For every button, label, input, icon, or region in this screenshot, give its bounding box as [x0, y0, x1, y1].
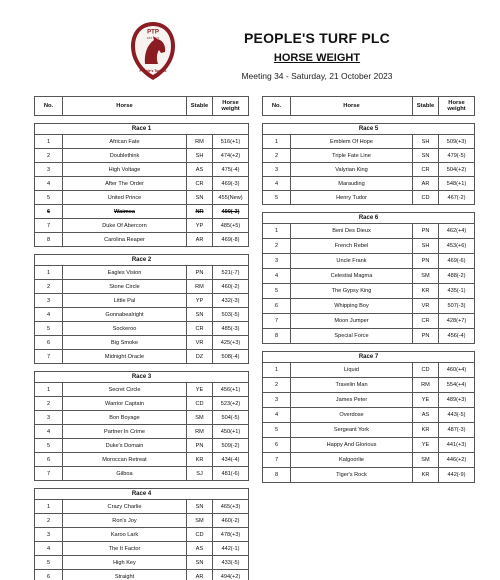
stable-code: YP [187, 219, 213, 233]
horse-weight: 453(+6) [439, 239, 475, 254]
runner-number: 5 [263, 191, 291, 205]
runner-number: 1 [263, 363, 291, 378]
stable-code: SN [413, 149, 439, 163]
runner-row [35, 425, 249, 439]
horse-name: Duke's Domain [63, 439, 187, 453]
horse-weight: 450(+1) [213, 425, 249, 439]
stable-code: CD [187, 528, 213, 542]
horse-name: Uncle Frank [291, 254, 413, 269]
horse-weight: 508(-4) [213, 350, 249, 364]
horse-name: Overdose [291, 408, 413, 423]
race-title: Race 5 [263, 124, 475, 135]
horse-weight: 462(+4) [439, 224, 475, 239]
runner-row [35, 336, 249, 350]
horse-name: Karoo Lark [63, 528, 187, 542]
runner-number: 2 [35, 280, 63, 294]
runner-number: 3 [263, 163, 291, 177]
runner-number: 2 [35, 514, 63, 528]
runner-row [35, 308, 249, 322]
stable-code: SN [187, 500, 213, 514]
horse-name: Liquid [291, 363, 413, 378]
runner-row [263, 408, 475, 423]
weights-table-left [34, 96, 249, 580]
stable-code: SH [187, 149, 213, 163]
horse-name: Waimea [63, 205, 187, 219]
runner-number: 5 [35, 556, 63, 570]
runner-row [35, 219, 249, 233]
horse-weight: 433(-5) [213, 556, 249, 570]
horse-name: Little Pal [63, 294, 187, 308]
runner-row [263, 269, 475, 284]
stable-code: CR [187, 322, 213, 336]
runner-row [35, 514, 249, 528]
runner-number: 1 [35, 500, 63, 514]
runner-number: 6 [35, 205, 63, 219]
section-gap [263, 344, 475, 352]
stable-code: AS [413, 408, 439, 423]
runner-number: 4 [263, 177, 291, 191]
stable-code: CD [413, 363, 439, 378]
stable-code: SJ [187, 467, 213, 481]
stable-code: RM [187, 425, 213, 439]
horse-name: Midnight Oracle [63, 350, 187, 364]
horse-weight: 465(+3) [213, 500, 249, 514]
horse-name: Moon Jumper [291, 314, 413, 329]
runner-row [35, 350, 249, 364]
stable-code: AS [187, 542, 213, 556]
svg-text:People's Turf plc: People's Turf plc [139, 69, 167, 73]
race-title: Race 7 [263, 352, 475, 363]
horse-weight: 509(-2) [213, 439, 249, 453]
runner-row [35, 397, 249, 411]
stable-code: YE [413, 438, 439, 453]
table-header-row [263, 97, 475, 116]
stable-code: CR [187, 177, 213, 191]
runner-row [263, 438, 475, 453]
stable-code: SM [187, 514, 213, 528]
stable-code: SN [187, 191, 213, 205]
stable-code: AR [187, 570, 213, 580]
horse-name: United Prince [63, 191, 187, 205]
horse-weight: 487(-3) [439, 423, 475, 438]
stable-code: PN [413, 254, 439, 269]
runner-number: 7 [263, 453, 291, 468]
horse-name: High Key [63, 556, 187, 570]
runner-row [263, 468, 475, 483]
horse-name: Travelin Man [291, 378, 413, 393]
horse-name: Warrior Captain [63, 397, 187, 411]
runner-number: 1 [35, 266, 63, 280]
runner-number: 3 [263, 393, 291, 408]
stable-code: PN [187, 266, 213, 280]
horse-name: Doublethink [63, 149, 187, 163]
runner-row [35, 453, 249, 467]
horse-weight: 434(-4) [213, 453, 249, 467]
runner-row [263, 149, 475, 163]
runner-number: 6 [35, 570, 63, 580]
stable-code: PN [187, 439, 213, 453]
stable-code: VR [187, 336, 213, 350]
runner-row [263, 453, 475, 468]
race-title: Race 6 [263, 213, 475, 224]
runner-number: 7 [35, 350, 63, 364]
runner-number: 2 [35, 397, 63, 411]
race-header-row [263, 124, 475, 135]
runner-number: 2 [35, 149, 63, 163]
runner-row [35, 439, 249, 453]
horse-weight: 507(-3) [439, 299, 475, 314]
runner-row [35, 280, 249, 294]
runner-number: 4 [35, 308, 63, 322]
horse-weight: 456(+1) [213, 383, 249, 397]
runner-number: 1 [35, 383, 63, 397]
runner-row [35, 163, 249, 177]
horse-name: Gonnabealright [63, 308, 187, 322]
horse-weight: 469(-6) [439, 254, 475, 269]
stable-code: SN [187, 308, 213, 322]
horse-weight: 509(+3) [439, 135, 475, 149]
section-gap [35, 116, 249, 124]
runner-number: 7 [35, 467, 63, 481]
runner-number: 1 [263, 135, 291, 149]
runner-row [263, 284, 475, 299]
horse-name: Celestial Magma [291, 269, 413, 284]
runner-number: 5 [35, 439, 63, 453]
runner-number: 6 [263, 299, 291, 314]
section-gap [263, 116, 475, 124]
stable-code: KR [413, 284, 439, 299]
stable-code: CD [413, 191, 439, 205]
horse-name: Bon Boyage [63, 411, 187, 425]
runner-row [263, 314, 475, 329]
horse-weight: 475(-4) [213, 163, 249, 177]
horse-weight: 432(-3) [213, 294, 249, 308]
race-title: Race 1 [35, 124, 249, 135]
horse-name: Sergeant York [291, 423, 413, 438]
race-header-row [35, 124, 249, 135]
horse-name: Partner In Crime [63, 425, 187, 439]
runner-number: 4 [263, 269, 291, 284]
runner-number: 8 [263, 468, 291, 483]
race-title: Race 4 [35, 489, 249, 500]
stable-code: CR [413, 163, 439, 177]
runner-number: 5 [263, 423, 291, 438]
horse-name: Big Smoke [63, 336, 187, 350]
runner-number: 3 [35, 294, 63, 308]
horse-name: Carolina Reaper [63, 233, 187, 247]
horse-name: Sockeroo [63, 322, 187, 336]
runner-number: 3 [263, 254, 291, 269]
runner-number: 2 [263, 239, 291, 254]
horse-name: Whipping Boy [291, 299, 413, 314]
runner-number: 4 [263, 408, 291, 423]
left-column [34, 96, 248, 580]
runner-row [35, 266, 249, 280]
weights-table-right [262, 96, 475, 483]
column-header-horse: Horse [63, 97, 187, 116]
stable-code: PN [413, 224, 439, 239]
stable-code: PN [413, 329, 439, 344]
runner-number: 1 [263, 224, 291, 239]
runner-row [263, 423, 475, 438]
svg-text:EST. 2023: EST. 2023 [147, 37, 159, 40]
stable-code: AR [187, 233, 213, 247]
runner-row [263, 254, 475, 269]
horse-weight: 455(New) [213, 191, 249, 205]
horse-weight: 523(+2) [213, 397, 249, 411]
horse-weight: 521(-7) [213, 266, 249, 280]
runner-row [263, 393, 475, 408]
runner-number: 6 [263, 438, 291, 453]
runner-row [35, 191, 249, 205]
race-header-row [263, 352, 475, 363]
runner-row [35, 528, 249, 542]
horse-name: Moroccan Retreat [63, 453, 187, 467]
runner-row [35, 467, 249, 481]
runner-number: 3 [35, 163, 63, 177]
horse-name: Eagles Vision [63, 266, 187, 280]
horse-weight: 460(-2) [213, 514, 249, 528]
horse-weight: 474(+2) [213, 149, 249, 163]
column-header-weight: Horse weight [439, 97, 475, 116]
stable-code: NR [187, 205, 213, 219]
stable-code: SM [413, 453, 439, 468]
horse-name: Tiger's Rock [291, 468, 413, 483]
race-header-row [35, 489, 249, 500]
horse-name: Marauding [291, 177, 413, 191]
runner-number: 5 [35, 322, 63, 336]
horse-weight: 503(-5) [213, 308, 249, 322]
horse-weight: 460(-2) [213, 280, 249, 294]
runner-row [35, 570, 249, 580]
stable-code: CR [413, 314, 439, 329]
horse-name: Valyrian King [291, 163, 413, 177]
runner-number: 6 [35, 453, 63, 467]
stable-code: SM [187, 411, 213, 425]
runner-row [263, 191, 475, 205]
horse-weight: 488(-2) [439, 269, 475, 284]
horse-weight: 504(-5) [213, 411, 249, 425]
horse-name: Triple Fate Line [291, 149, 413, 163]
stable-code: SH [413, 239, 439, 254]
runner-number: 4 [35, 542, 63, 556]
horse-weight: 446(+2) [439, 453, 475, 468]
stable-code: SN [187, 556, 213, 570]
runner-row [263, 224, 475, 239]
race-header-row [35, 255, 249, 266]
stable-code: YE [187, 383, 213, 397]
race-title: Race 2 [35, 255, 249, 266]
horse-weight: 441(+3) [439, 438, 475, 453]
runner-row [35, 294, 249, 308]
horse-name: Duke Of Abercorn [63, 219, 187, 233]
stable-code: KR [187, 453, 213, 467]
section-gap [35, 247, 249, 255]
horse-weight: 485(-3) [213, 322, 249, 336]
runner-number: 2 [263, 149, 291, 163]
table-header-row [35, 97, 249, 116]
horse-weight: 456(-4) [439, 329, 475, 344]
runner-number: 5 [263, 284, 291, 299]
stable-code: RM [413, 378, 439, 393]
horse-weight: 504(+2) [439, 163, 475, 177]
horse-weight: 485(+5) [213, 219, 249, 233]
horse-name: Kalgoorlie [291, 453, 413, 468]
horse-weight: 479(-5) [439, 149, 475, 163]
horse-weight: 516(+1) [213, 135, 249, 149]
stable-code: SM [413, 269, 439, 284]
document-title: HORSE WEIGHT [273, 52, 361, 64]
stable-code: DZ [187, 350, 213, 364]
horse-weight: 435(-1) [439, 284, 475, 299]
column-header-stable: Stable [413, 97, 439, 116]
horse-weight: 494(+2) [213, 570, 249, 580]
section-gap [263, 205, 475, 213]
runner-number: 1 [35, 135, 63, 149]
horse-weight: 554(+4) [439, 378, 475, 393]
horse-name: The It Factor [63, 542, 187, 556]
stable-code: YE [413, 393, 439, 408]
horse-name: Special Force [291, 329, 413, 344]
race-header-row [35, 372, 249, 383]
horse-weight: 425(+3) [213, 336, 249, 350]
horse-name: Ron's Joy [63, 514, 187, 528]
runner-row [35, 411, 249, 425]
column-header-weight: Horse weight [213, 97, 249, 116]
runner-number: 6 [35, 336, 63, 350]
horse-name: African Fate [63, 135, 187, 149]
runner-row [35, 233, 249, 247]
runner-number: 4 [35, 425, 63, 439]
column-header-no: No. [35, 97, 63, 116]
stable-code: RM [187, 280, 213, 294]
horse-name: Stone Circle [63, 280, 187, 294]
horse-weight: 467(-2) [439, 191, 475, 205]
horse-name: Emblem Of Hope [291, 135, 413, 149]
section-gap [35, 364, 249, 372]
runner-number: 7 [263, 314, 291, 329]
runner-row [263, 177, 475, 191]
column-header-stable: Stable [187, 97, 213, 116]
ptp-logo-icon [128, 20, 178, 82]
runner-row [263, 299, 475, 314]
stable-code: AR [413, 177, 439, 191]
stable-code: VR [413, 299, 439, 314]
horse-name: Crazy Charlie [63, 500, 187, 514]
runner-row [35, 500, 249, 514]
horse-weight: 469(-8) [213, 233, 249, 247]
runner-number: 7 [35, 219, 63, 233]
horse-name: French Rebel [291, 239, 413, 254]
runner-row [263, 163, 475, 177]
stable-code: AS [187, 163, 213, 177]
svg-text:PTP: PTP [147, 29, 159, 36]
stable-code: YP [187, 294, 213, 308]
runner-row [35, 135, 249, 149]
horse-weight: 489(+3) [439, 393, 475, 408]
horse-name: High Voltage [63, 163, 187, 177]
horse-weight: 442(-9) [439, 468, 475, 483]
horse-name: Gilboa [63, 467, 187, 481]
race-header-row [263, 213, 475, 224]
company-name: PEOPLE'S TURF PLC [244, 30, 390, 46]
stable-code: RM [187, 135, 213, 149]
runner-row [263, 363, 475, 378]
horse-name: Secret Circle [63, 383, 187, 397]
horse-name: Beni Des Dieux [291, 224, 413, 239]
horse-weight: 460(+4) [439, 363, 475, 378]
horse-weight: 481(-6) [213, 467, 249, 481]
scratched-runner-row [35, 205, 249, 219]
section-gap [35, 481, 249, 489]
horse-name: Henry Tudor [291, 191, 413, 205]
horse-weight: 469(-3) [213, 177, 249, 191]
horse-name: James Peter [291, 393, 413, 408]
runner-number: 3 [35, 411, 63, 425]
horse-name: Straight [63, 570, 187, 580]
horse-weight: 442(-1) [213, 542, 249, 556]
race-title: Race 3 [35, 372, 249, 383]
runner-number: 3 [35, 528, 63, 542]
meeting-info: Meeting 34 - Saturday, 21 October 2023 [241, 71, 393, 81]
right-column [262, 96, 474, 483]
horse-weight: 490(-3) [213, 205, 249, 219]
horse-name: The Gypsy King [291, 284, 413, 299]
runner-row [35, 542, 249, 556]
runner-row [263, 239, 475, 254]
stable-code: SH [413, 135, 439, 149]
horse-weight: 548(+1) [439, 177, 475, 191]
horse-weight: 428(+7) [439, 314, 475, 329]
column-header-horse: Horse [291, 97, 413, 116]
stable-code: KR [413, 423, 439, 438]
runner-row [35, 322, 249, 336]
stable-code: CD [187, 397, 213, 411]
stable-code: KR [413, 468, 439, 483]
runner-row [263, 329, 475, 344]
runner-number: 5 [35, 191, 63, 205]
runner-row [263, 135, 475, 149]
runner-row [263, 378, 475, 393]
runner-row [35, 383, 249, 397]
runner-number: 8 [263, 329, 291, 344]
horse-weight: 443(-5) [439, 408, 475, 423]
runner-row [35, 149, 249, 163]
document-header [0, 0, 500, 88]
horse-name: After The Order [63, 177, 187, 191]
runner-row [35, 556, 249, 570]
runner-number: 8 [35, 233, 63, 247]
runner-row [35, 177, 249, 191]
runner-number: 4 [35, 177, 63, 191]
column-header-no: No. [263, 97, 291, 116]
horse-name: Happy And Glorious [291, 438, 413, 453]
runner-number: 2 [263, 378, 291, 393]
horse-weight: 478(+3) [213, 528, 249, 542]
